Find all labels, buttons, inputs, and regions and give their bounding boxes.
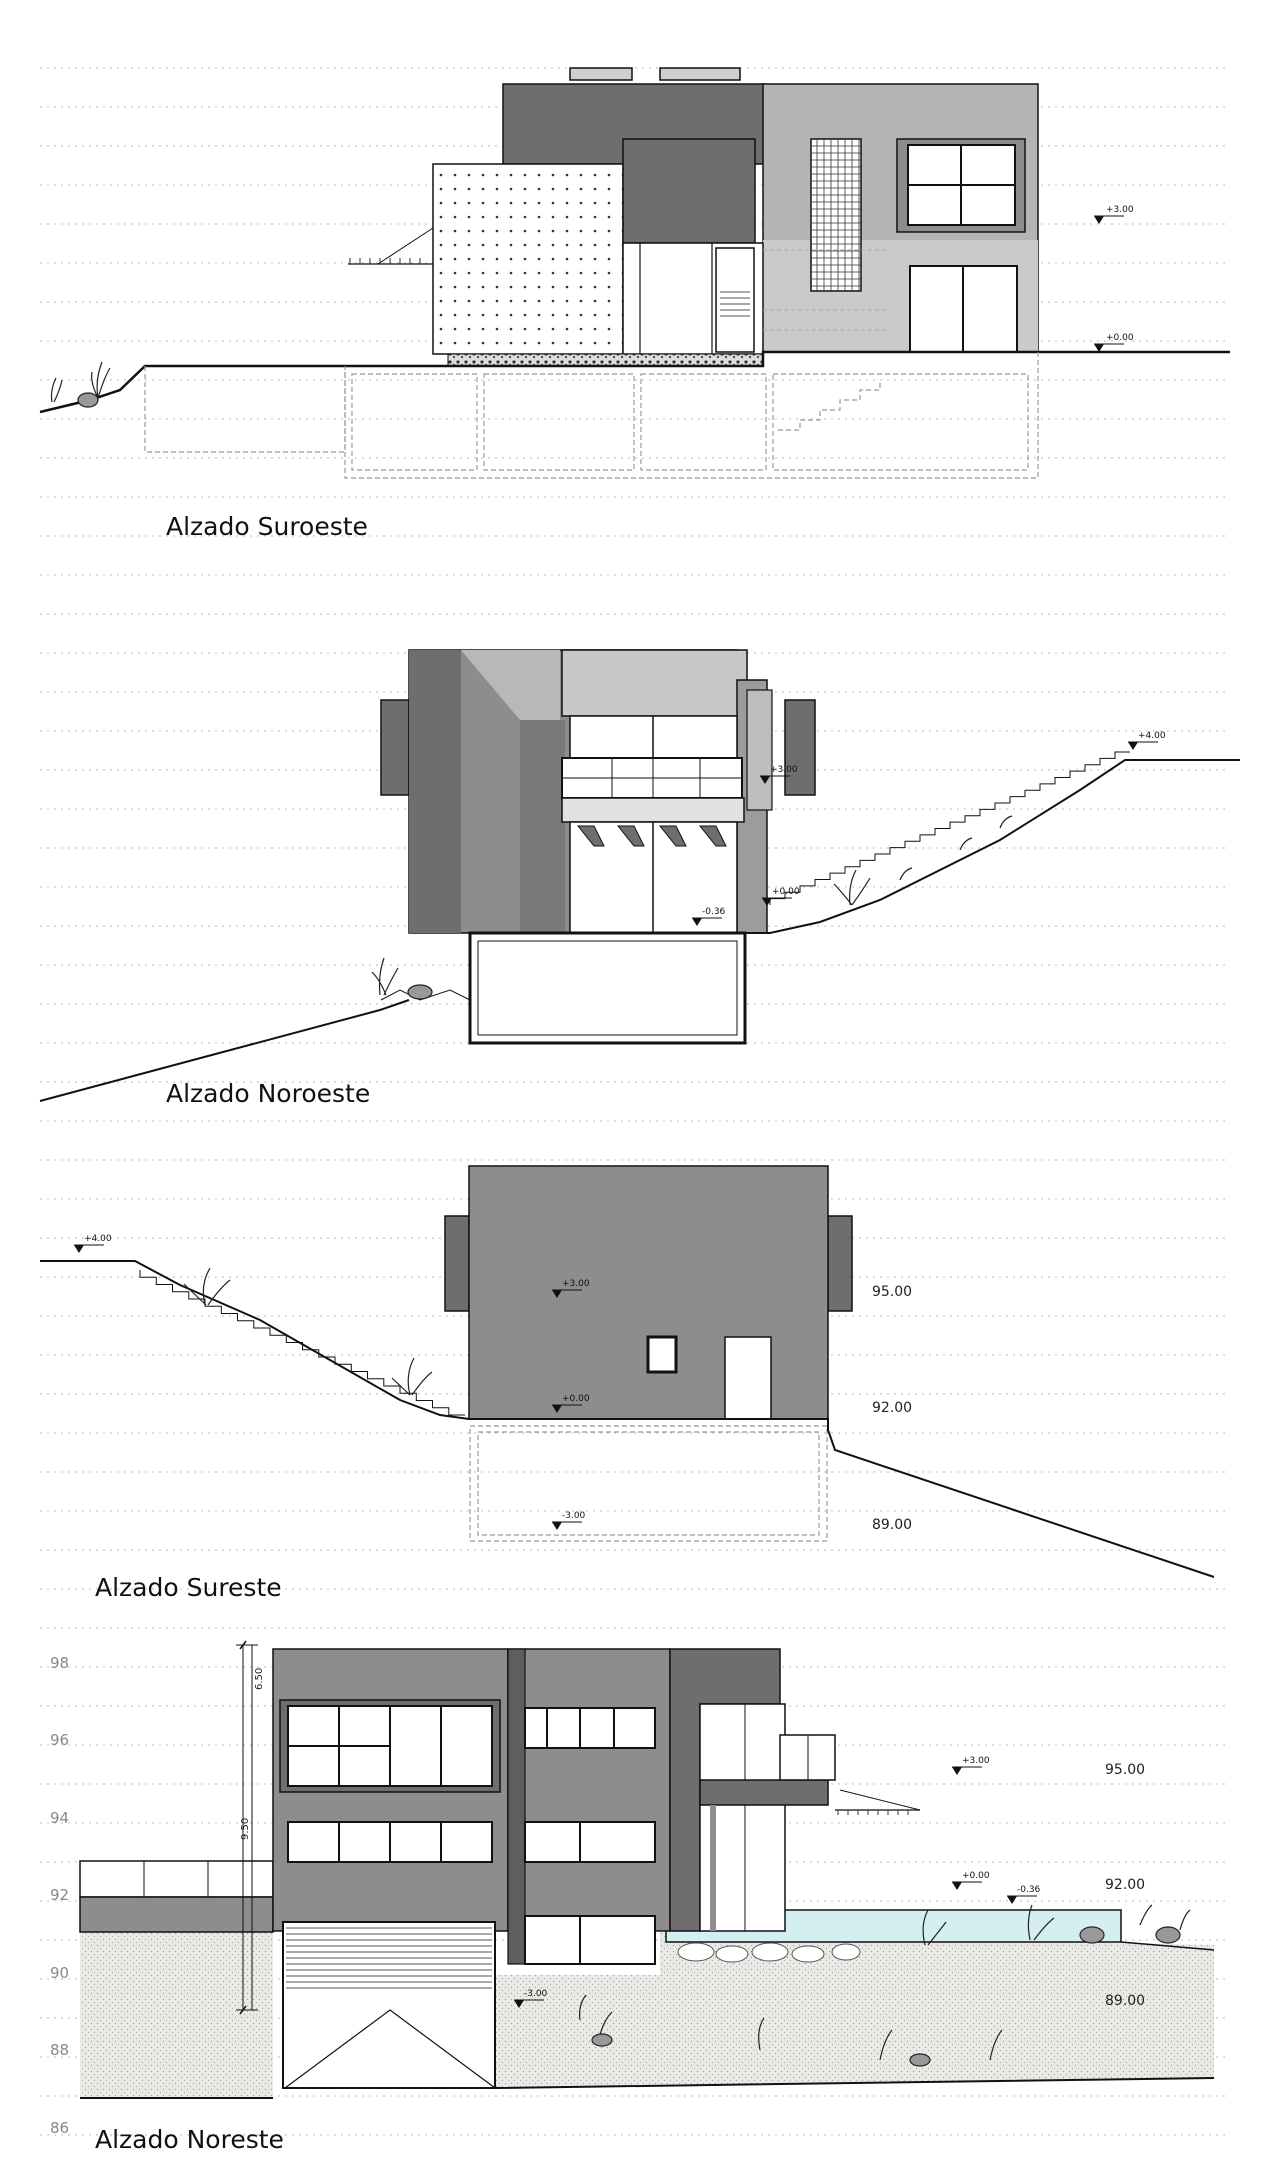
elevation-axis	[50, 1654, 69, 2137]
svg-text:+3.00: +3.00	[562, 1279, 590, 1289]
svg-text:+0.00: +0.00	[1106, 333, 1134, 343]
elevation-title: Alzado Noroeste	[166, 1079, 371, 1108]
svg-text:+0.00: +0.00	[562, 1394, 590, 1404]
elevation-noroeste	[40, 650, 1240, 1108]
level-marker-minus300	[552, 1511, 586, 1530]
level-label-95: 95.00	[872, 1284, 913, 1300]
elevation-title: Alzado Suroeste	[166, 512, 368, 541]
canopy-block	[623, 139, 755, 243]
lattice-window	[811, 139, 861, 291]
main-volume	[469, 1166, 828, 1419]
level-marker-plus000	[1094, 333, 1134, 352]
svg-text:86: 86	[50, 2119, 70, 2137]
level-marker-plus400	[1128, 731, 1166, 750]
svg-text:-0.36: -0.36	[1017, 1885, 1041, 1895]
dimension-label: 6.50	[254, 1667, 265, 1690]
svg-text:+4.00: +4.00	[84, 1234, 112, 1244]
entrance-door	[716, 248, 754, 352]
small-window	[648, 1337, 676, 1372]
elevation-sureste	[40, 1166, 1214, 1602]
svg-text:-0.36: -0.36	[702, 907, 726, 917]
svg-text:92: 92	[50, 1886, 70, 1904]
level-label-89: 89.00	[872, 1517, 913, 1533]
svg-text:-3.00: -3.00	[562, 1511, 586, 1521]
level-marker-plus400	[74, 1234, 112, 1253]
dimension-label: 9.50	[240, 1817, 251, 1840]
plant-icon	[184, 1268, 432, 1395]
basement-outline	[145, 352, 1038, 478]
svg-text:96: 96	[50, 1731, 70, 1749]
level-label-92: 92.00	[1105, 1877, 1146, 1893]
elevation-suroeste	[40, 68, 1230, 541]
garage-door	[283, 1922, 495, 2088]
elevation-title: Alzado Noreste	[95, 2125, 284, 2154]
perforated-facade	[433, 164, 623, 354]
svg-text:90: 90	[50, 1964, 70, 1982]
svg-text:-3.00: -3.00	[524, 1989, 548, 1999]
svg-text:+3.00: +3.00	[770, 765, 798, 775]
svg-text:+3.00: +3.00	[962, 1756, 990, 1766]
plant-icon	[52, 362, 111, 407]
level-label-92: 92.00	[872, 1400, 913, 1416]
svg-text:+0.00: +0.00	[962, 1871, 990, 1881]
level-marker-plus300	[952, 1756, 990, 1775]
ground-fill	[80, 1932, 273, 2098]
gravel-strip	[448, 354, 763, 366]
svg-text:+0.00: +0.00	[772, 887, 800, 897]
dark-pier	[508, 1649, 525, 1964]
svg-text:98: 98	[50, 1654, 70, 1672]
elevation-noreste	[50, 1641, 1214, 2154]
svg-text:94: 94	[50, 1809, 70, 1827]
svg-text:+4.00: +4.00	[1138, 731, 1166, 741]
elevation-title: Alzado Sureste	[95, 1573, 282, 1602]
level-label-89: 89.00	[1105, 1993, 1146, 2009]
level-label-95: 95.00	[1105, 1762, 1146, 1778]
svg-text:+3.00: +3.00	[1106, 205, 1134, 215]
solar-panels	[570, 68, 740, 80]
level-marker-plus000	[952, 1871, 990, 1890]
level-marker-plus300	[1094, 205, 1134, 224]
main-volume-center	[508, 1649, 670, 1931]
svg-text:88: 88	[50, 2041, 70, 2059]
door	[725, 1337, 771, 1419]
